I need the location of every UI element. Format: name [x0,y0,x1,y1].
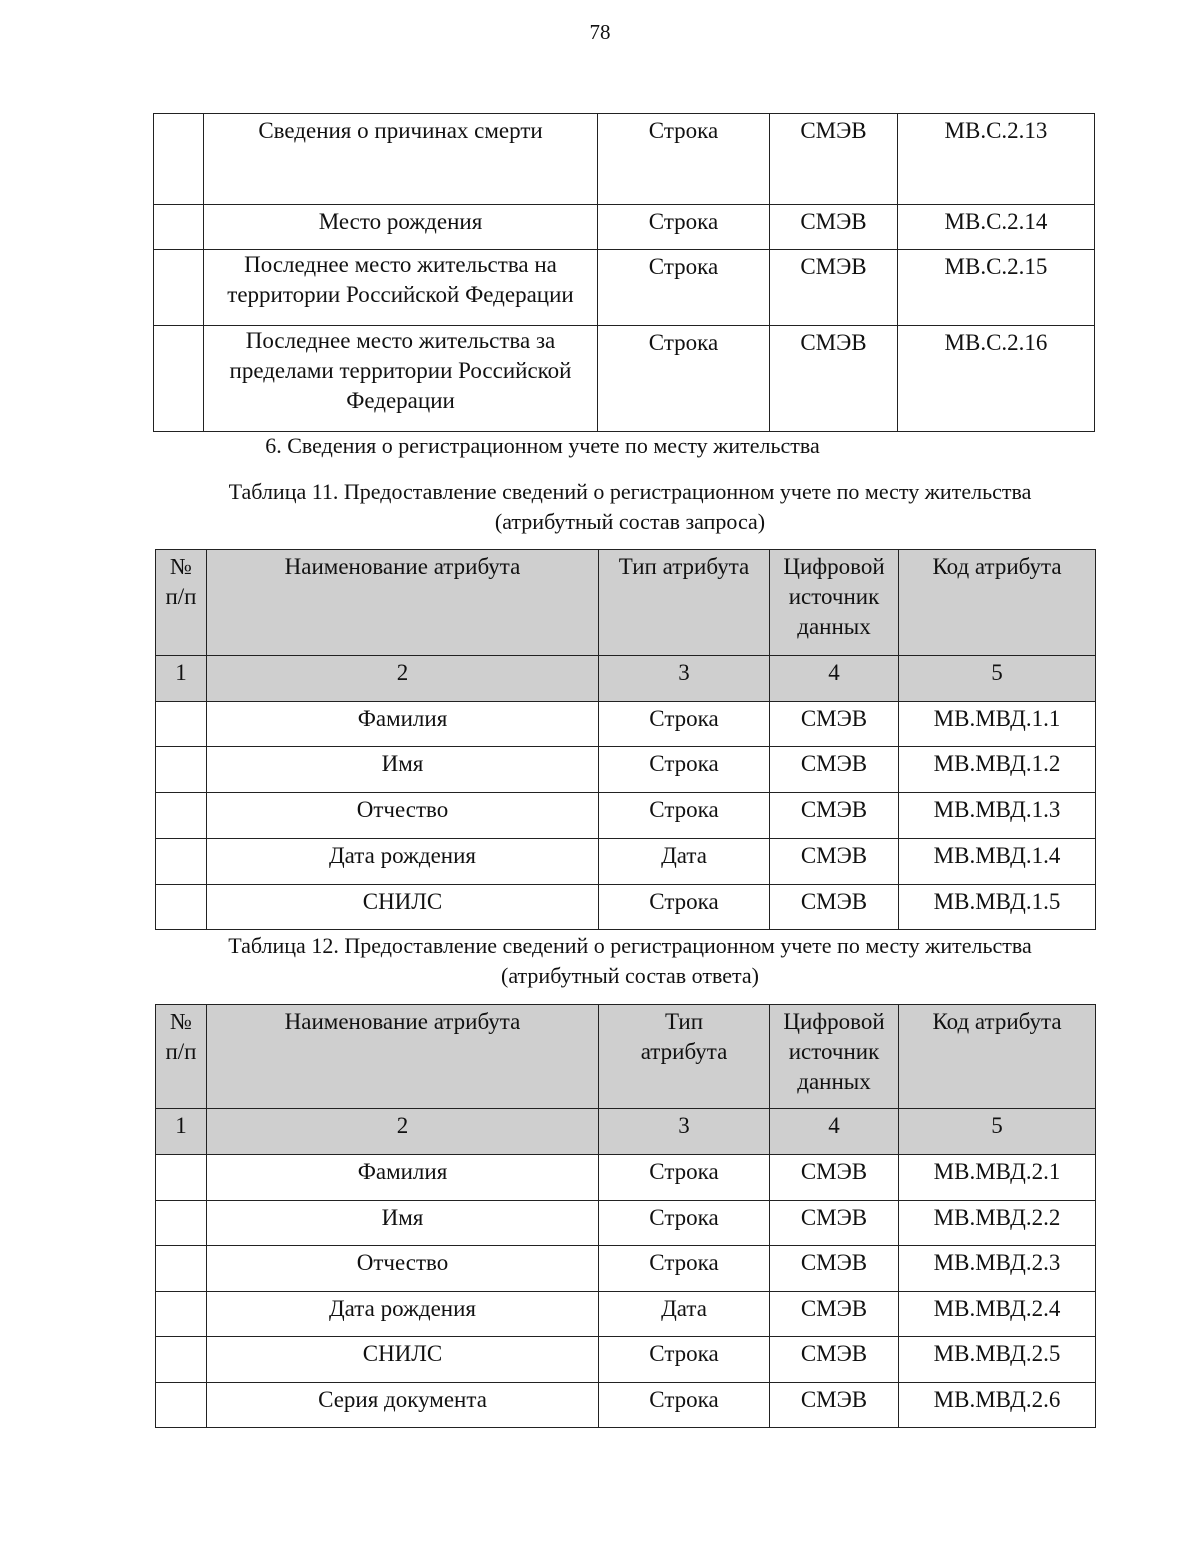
attribute-code-cell: МВ.МВД.1.5 [899,885,1096,930]
row-number-cell [156,702,207,747]
attribute-code-cell: МВ.С.2.15 [898,250,1095,326]
section-title: 6. Сведения о регистрационном учете по месту жительства [265,433,820,458]
header-cell-name: Наименование атрибута [207,550,599,656]
table-row [154,205,1095,250]
row-number-cell [154,250,204,326]
caption-line: Таблица 11. Предоставление сведений о регистрационном учете по месту жительства [228,479,1032,504]
attribute-code-cell: МВ.МВД.2.2 [899,1201,1096,1246]
attribute-name-cell: Фамилия [207,1155,599,1201]
attribute-code-cell: МВ.МВД.1.3 [899,793,1096,839]
table-11-caption [0,477,1200,537]
header-cell-type: Тип атрибута [599,1005,770,1109]
attribute-name-cell: Отчество [207,1246,599,1292]
row-number-cell [154,114,204,205]
attribute-code-cell: МВ.МВД.2.5 [899,1337,1096,1383]
row-number-cell [156,1201,207,1246]
data-source-cell: СМЭВ [770,1155,899,1201]
attribute-table-continued [153,113,1095,432]
data-source-cell: СМЭВ [770,326,898,432]
attribute-code-cell: МВ.С.2.13 [898,114,1095,205]
header-cell-number: № п/п [156,1005,207,1109]
table-header-row [156,550,1096,656]
attribute-name-cell: Последнее место жительства на территории Российской Федерации [204,250,598,326]
header-cell-code: Код атрибута [899,1005,1096,1109]
attribute-type-cell: Строка [599,1155,770,1201]
attribute-code-cell: МВ.МВД.1.2 [899,747,1096,793]
row-number-cell [156,885,207,930]
attribute-code-cell: МВ.С.2.14 [898,205,1095,250]
header-cell-type: Тип атрибута [599,550,770,656]
header-cell-code: Код атрибута [899,550,1096,656]
table-row [156,1292,1096,1337]
attribute-type-cell: Строка [598,205,770,250]
row-number-cell [156,839,207,885]
attribute-type-cell: Строка [599,1383,770,1428]
column-number-cell: 4 [770,656,899,702]
attribute-code-cell: МВ.МВД.1.1 [899,702,1096,747]
table-row [156,885,1096,930]
attribute-code-cell: МВ.МВД.2.6 [899,1383,1096,1428]
data-source-cell: СМЭВ [770,747,899,793]
attribute-name-cell: Имя [207,747,599,793]
attribute-type-cell: Строка [599,747,770,793]
attribute-type-cell: Строка [599,1337,770,1383]
header-cell-source: Цифровой источник данных [770,550,899,656]
attribute-code-cell: МВ.МВД.2.4 [899,1292,1096,1337]
data-source-cell: СМЭВ [770,114,898,205]
table-row [156,839,1096,885]
attribute-name-cell: СНИЛС [207,885,599,930]
header-cell-name: Наименование атрибута [207,1005,599,1109]
data-source-cell: СМЭВ [770,702,899,747]
attribute-name-cell: Сведения о причинах смерти [204,114,598,205]
data-source-cell: СМЭВ [770,1292,899,1337]
row-number-cell [156,1337,207,1383]
table-11 [155,549,1096,930]
column-number-row [156,656,1096,702]
row-number-cell [156,1292,207,1337]
attribute-name-cell: Фамилия [207,702,599,747]
attribute-name-cell: Отчество [207,793,599,839]
table-row [156,793,1096,839]
column-number-cell: 3 [599,656,770,702]
table-row [156,1201,1096,1246]
column-number-row [156,1109,1096,1155]
table-row [154,250,1095,326]
caption-line: Таблица 12. Предоставление сведений о регистрационном учете по месту жительства [228,933,1032,958]
attribute-name-cell: СНИЛС [207,1337,599,1383]
row-number-cell [156,1246,207,1292]
row-number-cell [156,1155,207,1201]
column-number-cell: 2 [207,1109,599,1155]
row-number-cell [156,793,207,839]
attribute-type-cell: Строка [599,702,770,747]
page-number: 78 [589,20,611,44]
table-header-row [156,1005,1096,1109]
row-number-cell [156,1383,207,1428]
column-number-cell: 1 [156,656,207,702]
table-12 [155,1004,1096,1428]
table-row [154,326,1095,432]
column-number-cell: 5 [899,1109,1096,1155]
attribute-name-cell: Дата рождения [207,1292,599,1337]
table-row [156,1155,1096,1201]
attribute-type-cell: Строка [598,114,770,205]
row-number-cell [156,747,207,793]
attribute-code-cell: МВ.МВД.2.3 [899,1246,1096,1292]
attribute-type-cell: Строка [598,250,770,326]
attribute-type-cell: Строка [599,885,770,930]
column-number-cell: 1 [156,1109,207,1155]
attribute-type-cell: Строка [599,793,770,839]
data-source-cell: СМЭВ [770,793,899,839]
attribute-code-cell: МВ.МВД.2.1 [899,1155,1096,1201]
data-source-cell: СМЭВ [770,1383,899,1428]
attribute-type-cell: Строка [598,326,770,432]
attribute-name-cell: Серия документа [207,1383,599,1428]
caption-line: (атрибутный состав ответа) [501,963,759,988]
attribute-type-cell: Дата [599,839,770,885]
data-source-cell: СМЭВ [770,1246,899,1292]
column-number-cell: 2 [207,656,599,702]
data-source-cell: СМЭВ [770,839,899,885]
column-number-cell: 4 [770,1109,899,1155]
data-source-cell: СМЭВ [770,1201,899,1246]
table-row [156,747,1096,793]
attribute-type-cell: Строка [599,1246,770,1292]
data-source-cell: СМЭВ [770,1337,899,1383]
table-row [156,1337,1096,1383]
header-cell-number: № п/п [156,550,207,656]
column-number-cell: 5 [899,656,1096,702]
table-12-caption [0,931,1200,991]
column-number-cell: 3 [599,1109,770,1155]
table-row [156,1246,1096,1292]
attribute-name-cell: Имя [207,1201,599,1246]
data-source-cell: СМЭВ [770,250,898,326]
row-number-cell [154,205,204,250]
row-number-cell [154,326,204,432]
table-row [156,1383,1096,1428]
table-row [156,702,1096,747]
header-cell-source: Цифровой источник данных [770,1005,899,1109]
data-source-cell: СМЭВ [770,205,898,250]
table-row [154,114,1095,205]
attribute-name-cell: Дата рождения [207,839,599,885]
caption-line: (атрибутный состав запроса) [494,509,766,534]
attribute-name-cell: Последнее место жительства за пределами территории Российской Федерации [204,326,598,432]
attribute-code-cell: МВ.С.2.16 [898,326,1095,432]
attribute-name-cell: Место рождения [204,205,598,250]
attribute-code-cell: МВ.МВД.1.4 [899,839,1096,885]
data-source-cell: СМЭВ [770,885,899,930]
attribute-type-cell: Дата [599,1292,770,1337]
attribute-type-cell: Строка [599,1201,770,1246]
